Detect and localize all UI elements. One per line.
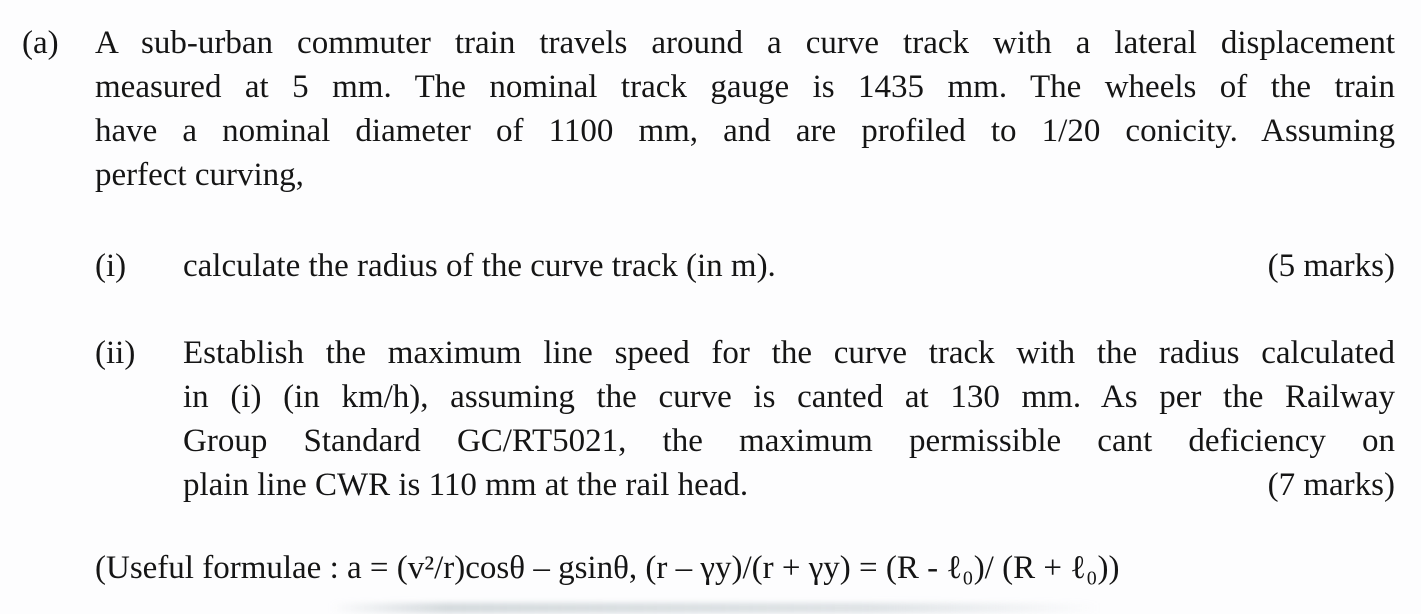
intro-line: have a nominal diameter of 1100 mm, and are profiled to 1/20 conicity. Assuming bbox=[95, 113, 1395, 149]
subpart-i-label: (i) bbox=[95, 248, 127, 284]
subpart-ii-label: (ii) bbox=[95, 335, 136, 371]
scan-artifact bbox=[330, 603, 1100, 613]
subpart-i-content bbox=[183, 244, 1395, 288]
subpart-ii-line: Group Standard GC/RT5021, the maximum permissible cant deficiency on bbox=[183, 423, 1395, 459]
intro-line: perfect curving, bbox=[95, 157, 304, 193]
subpart-i-marks: (5 marks) bbox=[1267, 248, 1395, 284]
subpart-i bbox=[95, 244, 1395, 288]
question-intro-paragraph bbox=[95, 21, 1395, 197]
intro-line: measured at 5 mm. The nominal track gauge is 1435 mm. The wheels of the train bbox=[95, 69, 1395, 105]
subpart-ii-line: Establish the maximum line speed for the curve track with the radius calculated bbox=[183, 335, 1395, 371]
subpart-ii-content bbox=[183, 331, 1395, 507]
subpart-ii bbox=[95, 331, 1395, 507]
formula-note: (Useful formulae : a = (v²/r)cosθ – gsinθ, (r – γy)/(r + γy) = (R - ℓ₀)/ (R + ℓ₀)) bbox=[95, 550, 1120, 586]
subpart-ii-line: plain line CWR is 110 mm at the rail head. bbox=[183, 467, 749, 503]
subpart-i-text: calculate the radius of the curve track (in m). bbox=[183, 248, 776, 284]
intro-line: A sub-urban commuter train travels around a curve track with a lateral displacement bbox=[95, 25, 1395, 61]
question-label: (a) bbox=[22, 25, 59, 61]
subpart-ii-last-line bbox=[183, 463, 1395, 507]
subpart-ii-marks: (7 marks) bbox=[1267, 467, 1395, 503]
subpart-ii-line: in (i) (in km/h), assuming the curve is canted at 130 mm. As per the Railway bbox=[183, 379, 1395, 415]
